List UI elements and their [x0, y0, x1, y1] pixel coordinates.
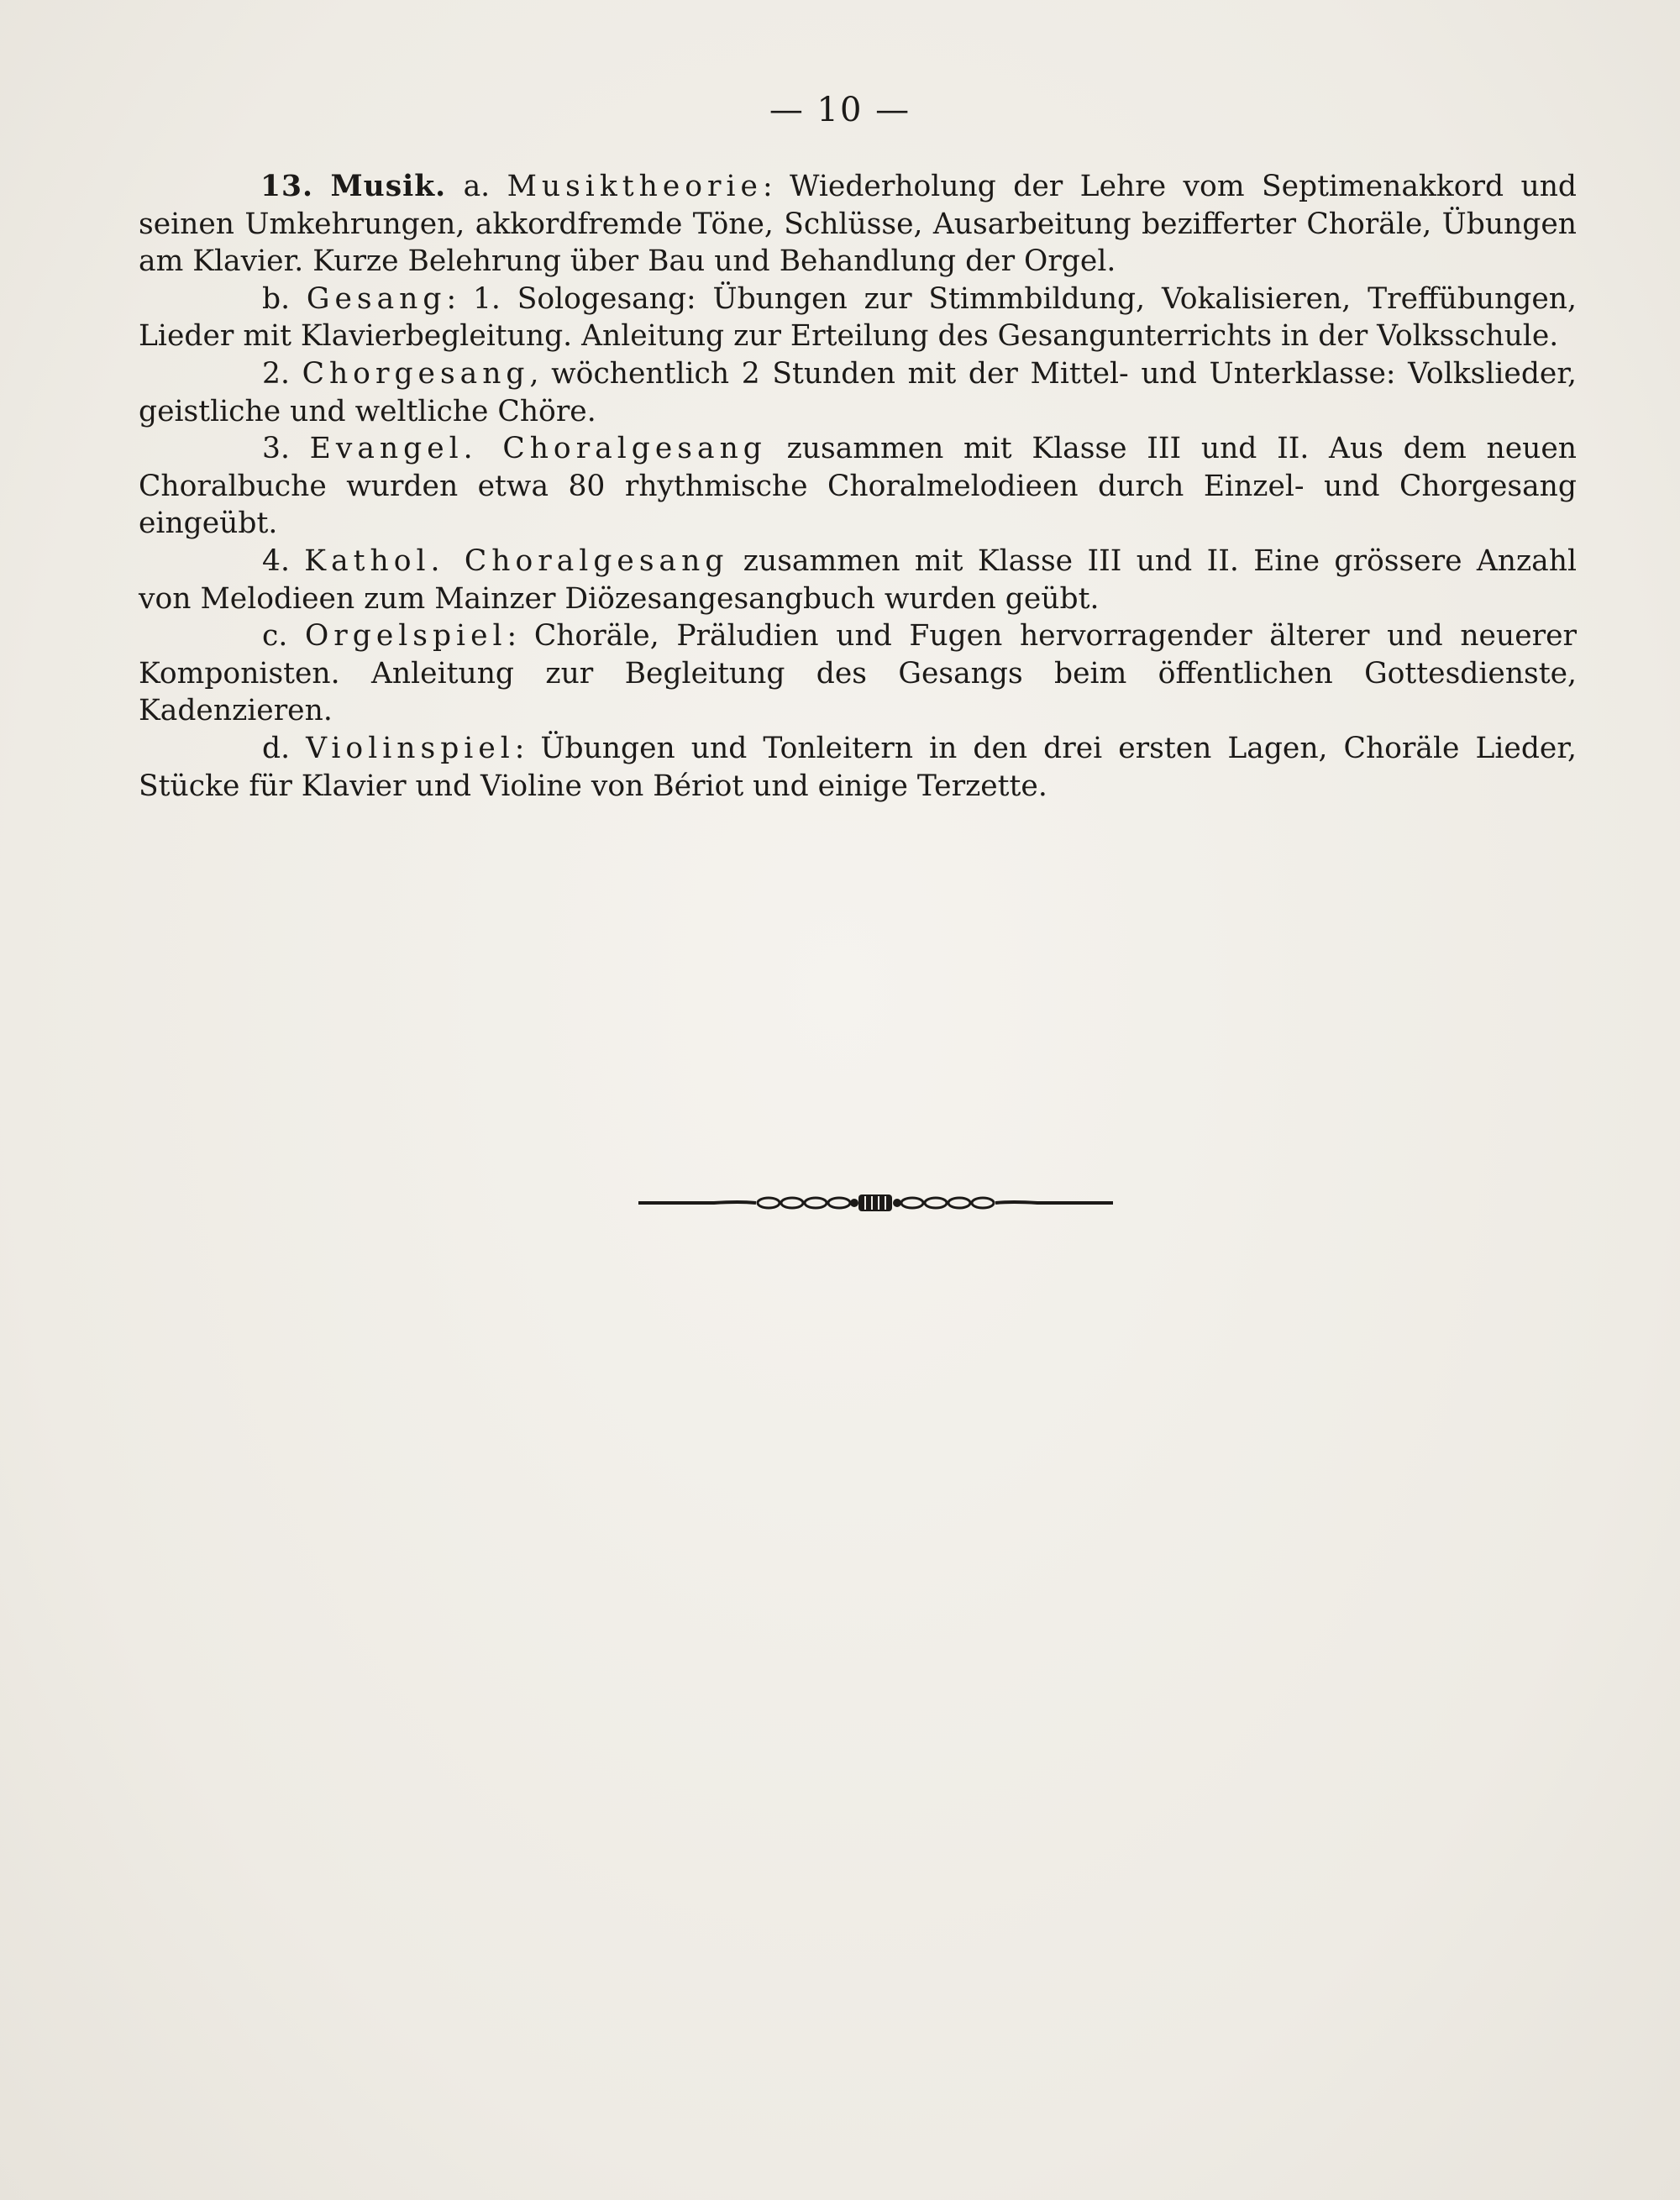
item-label-b3: 3.	[262, 432, 290, 466]
heading-chorgesang: Chorgesang	[302, 356, 530, 391]
paragraph-violinspiel	[139, 730, 1577, 805]
heading-kathol-choralgesang: Kathol. Choralgesang	[304, 543, 729, 578]
text-evangel-choralgesang: zusammen mit Klasse III und II. Aus dem neuen Choralbuche wurden etwa 80 rhythmische Choralmelodieen durch Einzel- und Chorgesang eingeübt.	[139, 432, 1578, 541]
heading-evangel-choralgesang: Evangel. Choralgesang	[309, 432, 767, 466]
item-label-a: a.	[463, 170, 491, 203]
text-kathol-choralgesang: zusammen mit Klasse III und II. Eine grössere Anzahl von Melodieen zum Mainzer Diözesangesangbuch wurden geübt.	[139, 543, 1578, 616]
ornamental-divider-icon	[638, 1190, 1113, 1216]
paragraph-musiktheorie	[139, 168, 1577, 281]
paragraph-orgelspiel	[139, 617, 1577, 730]
page-number: — 10 —	[769, 91, 911, 129]
heading-orgelspiel: Orgelspiel	[304, 619, 507, 654]
paragraph-gesang	[139, 281, 1577, 355]
item-label-c: c.	[262, 619, 288, 654]
item-label-b4: 4.	[262, 543, 290, 578]
text-orgelspiel: : Choräle, Präludien und Fugen hervorragender älterer und neuerer Komponisten. Anleitung zur Begleitung des Gesangs beim öffentlichen Gottesdienste, Kadenzieren.	[139, 619, 1578, 728]
text-chorgesang: , wöchentlich 2 Stunden mit der Mittel- und Unterklasse: Volkslieder, geistliche und weltliche Chöre.	[139, 356, 1577, 428]
text-musiktheorie: : Wiederholung der Lehre vom Septimenakkord und seinen Umkehrungen, akkordfremde Töne, Schlüsse, Ausarbeitung bezifferter Choräle, Übungen am Klavier. Kurze Belehrung über Bau und Behandlung der Orgel.	[139, 170, 1577, 279]
heading-musiktheorie: Musiktheorie	[507, 170, 763, 203]
paragraph-kathol-choralgesang	[139, 543, 1577, 617]
text-violinspiel: : Übungen und Tonleitern in den drei ersten Lagen, Choräle Lieder, Stücke für Klavier und Violine von Bériot und einige Terzette.	[139, 731, 1577, 803]
item-label-d: d.	[262, 731, 291, 765]
section-number: 13.	[260, 170, 314, 203]
item-label-b2: 2.	[262, 356, 290, 391]
heading-violinspiel: Violinspiel	[306, 731, 515, 765]
item-label-b: b.	[262, 281, 291, 316]
page-body	[139, 168, 1577, 805]
section-subject: Musik.	[330, 170, 447, 203]
paragraph-evangel-choralgesang	[139, 430, 1577, 543]
paragraph-chorgesang	[139, 355, 1577, 430]
heading-gesang: Gesang	[306, 281, 447, 316]
text-gesang: : 1. Sologesang: Übungen zur Stimmbildung, Vokalisieren, Treffübungen, Lieder mit Klavierbegleitung. Anleitung zur Erteilung des Gesangunterrichts in der Volksschule.	[139, 281, 1577, 354]
